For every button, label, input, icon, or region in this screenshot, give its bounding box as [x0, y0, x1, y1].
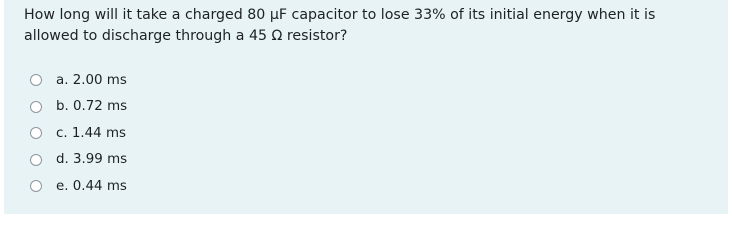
answer-label-c[interactable]: c. 1.44 ms — [56, 125, 126, 141]
answer-label-a[interactable]: a. 2.00 ms — [56, 72, 127, 88]
question-text: How long will it take a charged 80 μF capacitor to lose 33% of its initial energy when it is allowed to discharge through a 45 Ω resistor? — [24, 7, 656, 44]
answer-option-b[interactable] — [30, 94, 330, 121]
answer-label-d[interactable]: d. 3.99 ms — [56, 152, 128, 168]
radio-button-a[interactable] — [30, 74, 42, 86]
answer-label-e[interactable]: e. 0.44 ms — [56, 178, 127, 194]
answer-label-b[interactable]: b. 0.72 ms — [56, 99, 128, 115]
answer-option-a[interactable] — [30, 67, 330, 94]
answer-options — [30, 67, 330, 200]
radio-button-d[interactable] — [30, 154, 42, 166]
radio-button-e[interactable] — [30, 180, 42, 192]
answer-option-e[interactable] — [30, 173, 330, 200]
answer-option-d[interactable] — [30, 147, 330, 174]
question-card — [4, 0, 728, 214]
answer-option-c[interactable] — [30, 120, 330, 147]
radio-button-c[interactable] — [30, 127, 42, 139]
radio-button-b[interactable] — [30, 101, 42, 113]
